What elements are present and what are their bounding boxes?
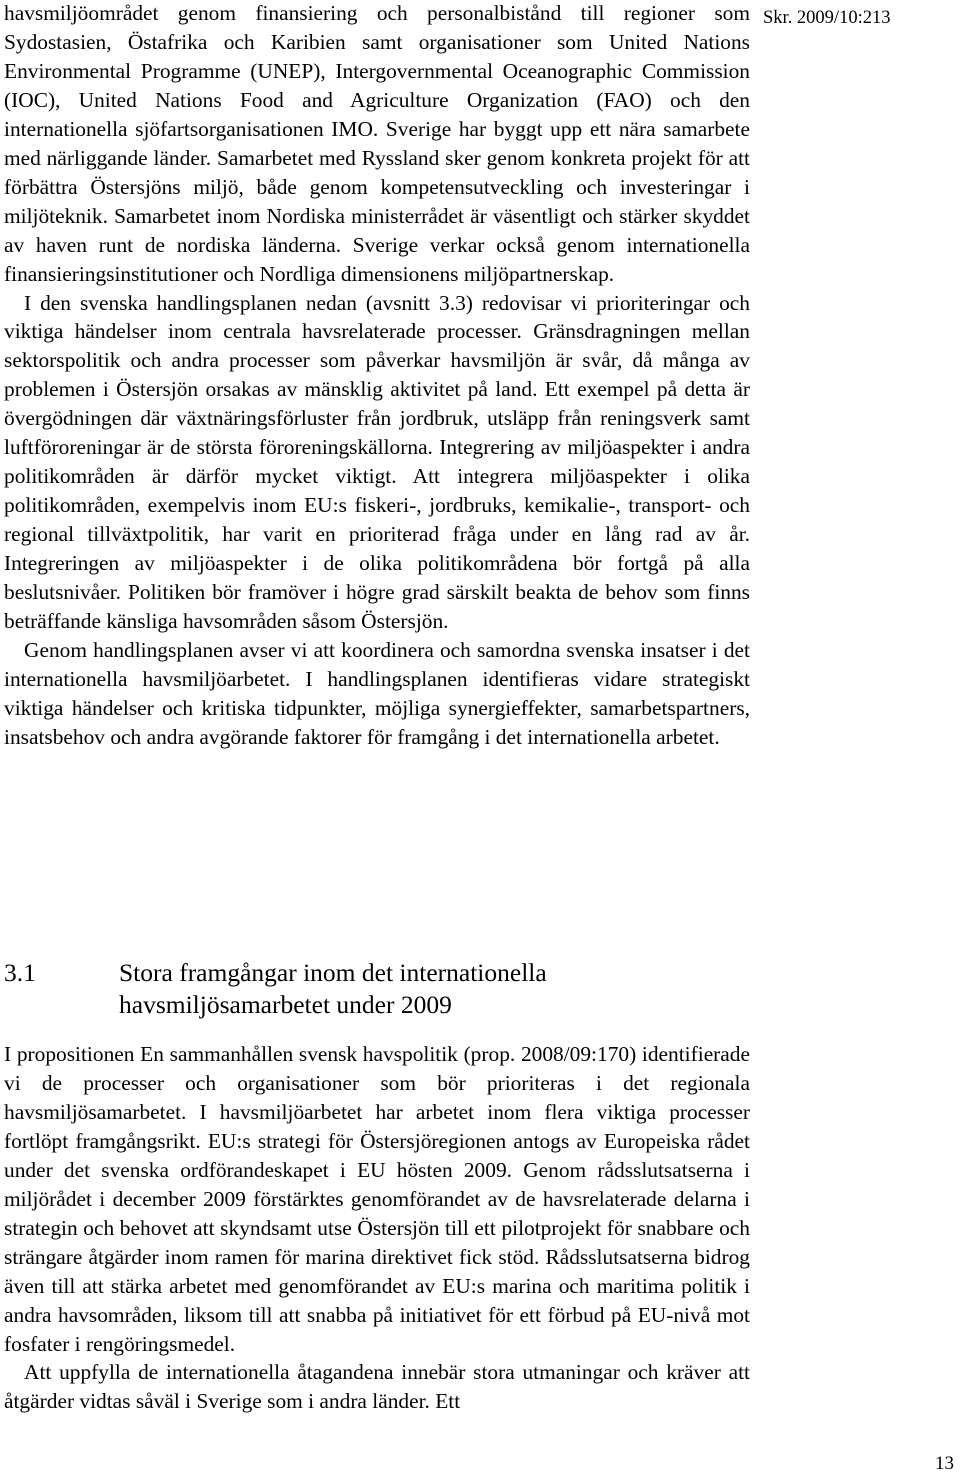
paragraph-commitments: Att uppfylla de internationella åtagandena innebär stora utmaningar och kräver att åtgärder vidtas såväl i Sverige som i andra länder. Ett — [4, 1360, 750, 1414]
paragraph-coordination: Genom handlingsplanen avser vi att koordinera och samordna svenska insatser i det internationella havsmiljöarbetet. I handlingsplanen identifieras vidare strategiskt viktiga händelser och kritiska tidpunkter, möjliga synergieffekter, samarbetspartners, insatsbehov och andra avgörande faktorer för framgång i det internationella arbetet. — [4, 637, 750, 749]
paragraph-action-plan: I den svenska handlingsplanen nedan (avsnitt 3.3) redovisar vi prioriteringar och viktiga händelser inom centrala havsrelaterade processer. Gränsdragningen mellan sektorspolitik och andra processer som påverkar havsmiljön är svår, då många av problemen i Östersjön orsakas av mänsklig aktivitet på land. Ett exempel på detta är övergödningen där växtnäringsförluster från jordbruk, utsläpp från reningsverk samt luftföroreningar är de största föroreningskällorna. Integrering av miljöaspekter i andra politikområden är därför mycket viktigt. Att integrera miljöaspekter i olika politikområden, exempelvis inom EU:s fiskeri-, jordbruks, kemikalie-, transport- och regional tillväxtpolitik, har varit en prioriterad fråga under en lång rad av år. Integreringen av miljöaspekter i de olika politikområdena bör fortgå på alla beslutsnivåer. Politiken bör framöver i högre grad särskilt beakta de behov som finns beträffande känsliga havsområden såsom Östersjön. — [4, 290, 750, 634]
section-number: 3.1 — [4, 958, 36, 987]
body-text-top — [4, 0, 750, 752]
document-reference: Skr. 2009/10:213 — [763, 8, 891, 28]
page-number: 13 — [935, 1453, 954, 1474]
paragraph-continuation: havsmiljöområdet genom finansiering och personalbistånd till regioner som Sydostasien, Östafrika och Karibien samt organisationer som United Nations Environmental Programme (UNEP), Intergovernmental Oceanographic Commission (IOC), United Nations Food and Agriculture Organization (FAO) och den internationella sjöfartsorganisationen IMO. Sverige har byggt upp ett nära samarbete med närliggande länder. Samarbetet med Ryssland sker genom konkreta projekt för att förbättra Östersjöns miljö, både genom kompetensutveckling och investeringar i miljöteknik. Samarbetet inom Nordiska ministerrådet är väsentligt och stärker skyddet av haven runt de nordiska länderna. Sverige verkar också genom internationella finansieringsinstitutioner och Nordliga dimensionens miljöpartnerskap. — [4, 1, 750, 286]
paragraph-proposition: I propositionen En sammanhållen svensk havspolitik (prop. 2008/09:170) identifierade vi de processer och organisationer som bör prioriteras i det regionala havsmiljösamarbetet. I havsmiljöarbetet har arbetet inom flera viktiga processer fortlöpt framgångsrikt. EU:s strategi för Östersjöregionen antogs av Europeiska rådet under det svenska ordförandeskapet i EU hösten 2009. Genom rådsslutsatserna i miljörådet i december 2009 förstärktes genomförandet av de havsrelaterade delarna i strategin och behovet att skyndsamt utse Östersjön till ett pilotprojekt för snabbare och strängare åtgärder inom ramen för marina direktivet fick stöd. Rådsslutsatserna bidrog även till att stärka arbetet med genomförandet av EU:s marina och maritima politik i andra havsområden, liksom till att snabba på initiativet för ett förbud på EU-nivå mot fosfater i rengöringsmedel. — [4, 1042, 750, 1356]
section-title: Stora framgångar inom det internationella havsmiljösamarbetet under 2009 — [119, 958, 547, 1019]
body-text-bottom — [4, 1040, 750, 1416]
